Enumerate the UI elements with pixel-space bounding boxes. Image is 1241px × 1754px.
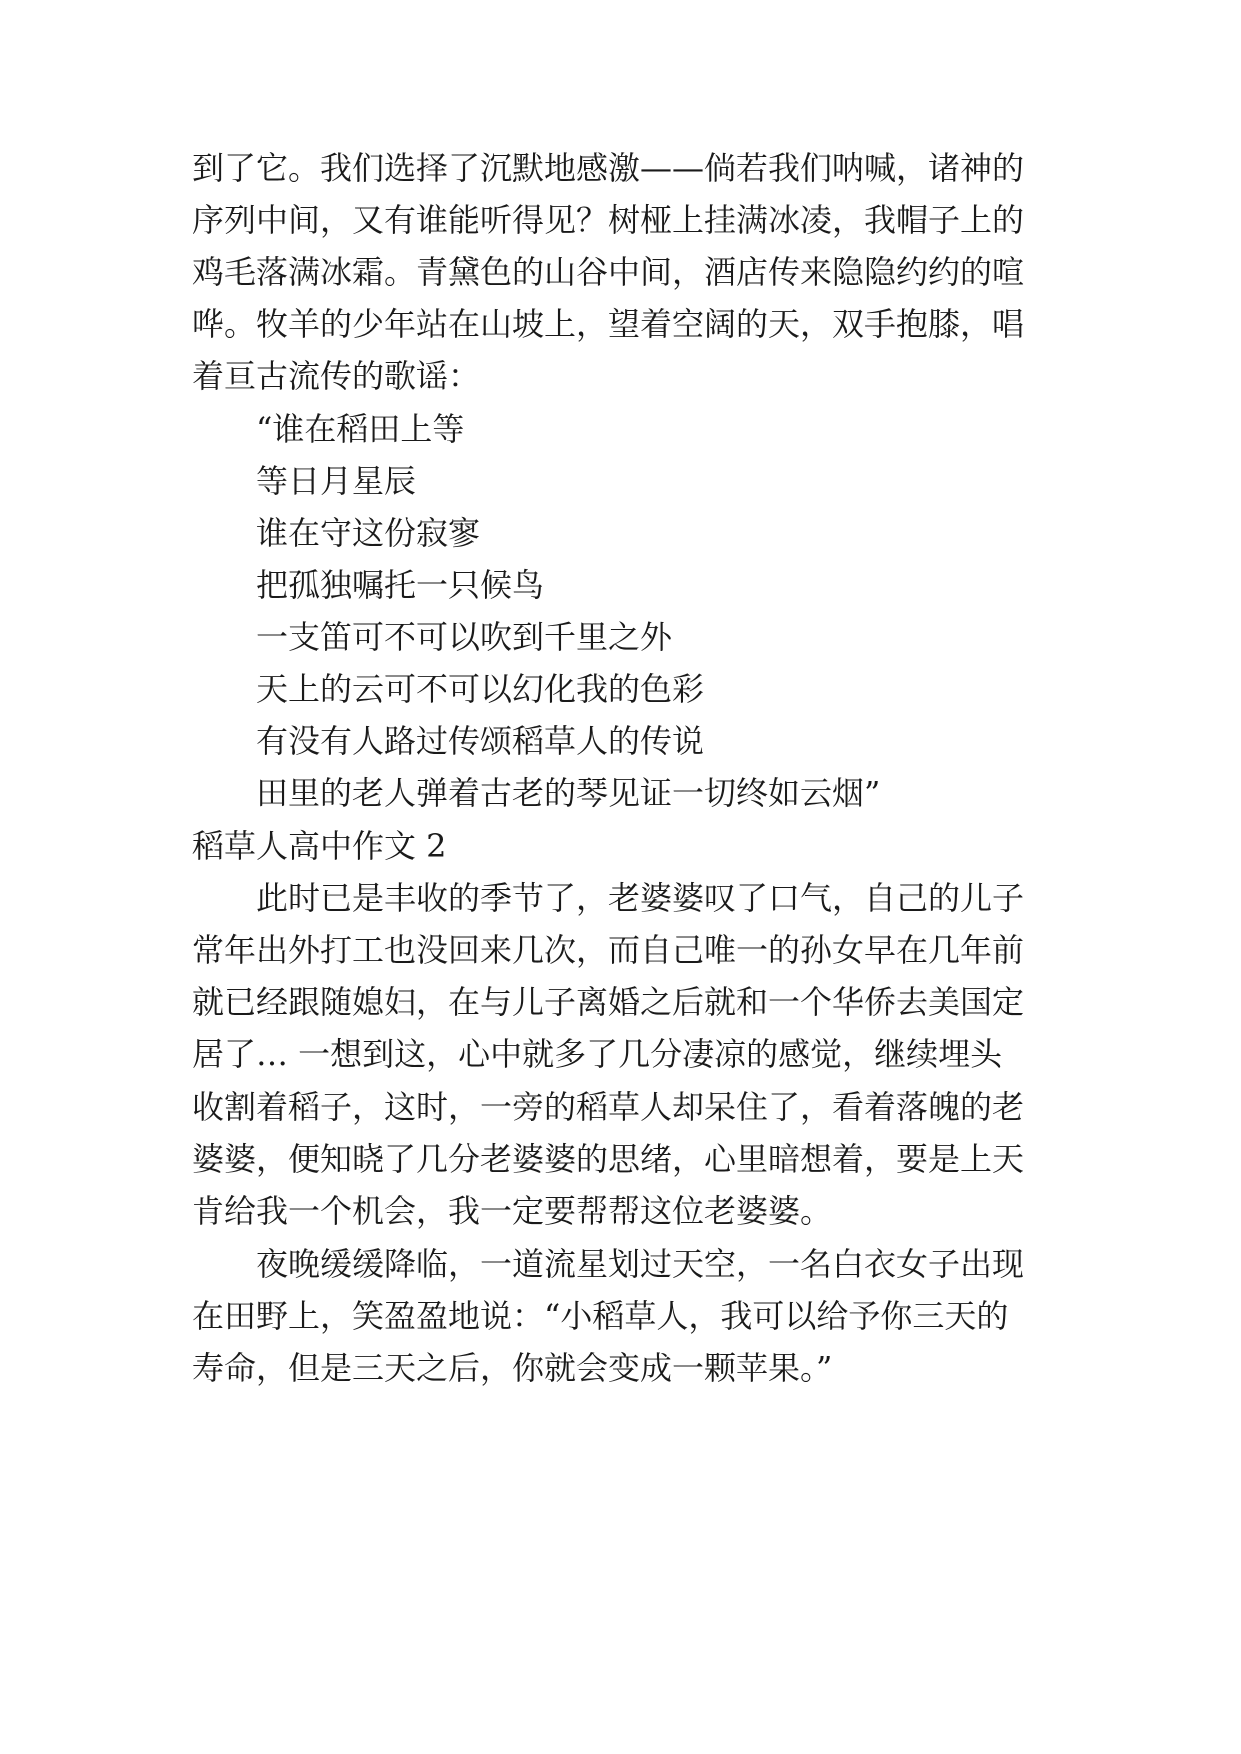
- paragraph-2-line-4: 居了… 一想到这，心中就多了几分凄凉的感觉，继续埋头: [192, 1035, 1003, 1073]
- paragraph-2-line-6: 婆婆，便知晓了几分老婆婆的思绪，心里暗想着，要是上天: [192, 1140, 1025, 1178]
- paragraph-2-line-3: 就已经跟随媳妇，在与儿子离婚之后就和一个华侨去美国定: [192, 983, 1025, 1021]
- song-line-7: 有没有人路过传颂稻草人的传说: [256, 722, 705, 760]
- paragraph-3-line-2: 在田野上，笑盈盈地说：“小稻草人，我可以给予你三天的: [192, 1297, 1009, 1335]
- paragraph-1-line-2: 序列中间，又有谁能听得见？树桠上挂满冰凌，我帽子上的: [192, 201, 1025, 239]
- song-line-6: 天上的云可不可以幻化我的色彩: [256, 670, 705, 708]
- song-line-8: 田里的老人弹着古老的琴见证一切终如云烟”: [256, 774, 881, 812]
- paragraph-2-line-5: 收割着稻子，这时，一旁的稻草人却呆住了，看着落魄的老: [192, 1088, 1025, 1126]
- song-line-2: 等日月星辰: [256, 462, 417, 500]
- song-line-1: “谁在稻田上等: [256, 410, 465, 448]
- paragraph-1-line-3: 鸡毛落满冰霜。青黛色的山谷中间，酒店传来隐隐约约的喧: [192, 253, 1025, 291]
- paragraph-1-line-1: 到了它。我们选择了沉默地感激——倘若我们呐喊，诸神的: [192, 149, 1025, 187]
- paragraph-2-line-2: 常年出外打工也没回来几次，而自己唯一的孙女早在几年前: [192, 931, 1025, 969]
- song-line-5: 一支笛可不可以吹到千里之外: [256, 618, 673, 656]
- paragraph-1-line-5: 着亘古流传的歌谣：: [192, 357, 481, 395]
- song-line-4: 把孤独嘱托一只候鸟: [256, 566, 545, 604]
- section-heading: 稻草人高中作文 2: [192, 827, 447, 865]
- paragraph-1-line-4: 哗。牧羊的少年站在山坡上，望着空阔的天，双手抱膝，唱: [192, 305, 1025, 343]
- paragraph-3-line-3: 寿命，但是三天之后，你就会变成一颗苹果。”: [192, 1349, 833, 1387]
- paragraph-3-line-1: 夜晚缓缓降临，一道流星划过天空，一名白衣女子出现: [256, 1245, 1025, 1283]
- paragraph-2-line-1: 此时已是丰收的季节了，老婆婆叹了口气，自己的儿子: [256, 879, 1025, 917]
- paragraph-2-line-7: 肯给我一个机会，我一定要帮帮这位老婆婆。: [192, 1192, 833, 1230]
- song-line-3: 谁在守这份寂寥: [256, 514, 481, 552]
